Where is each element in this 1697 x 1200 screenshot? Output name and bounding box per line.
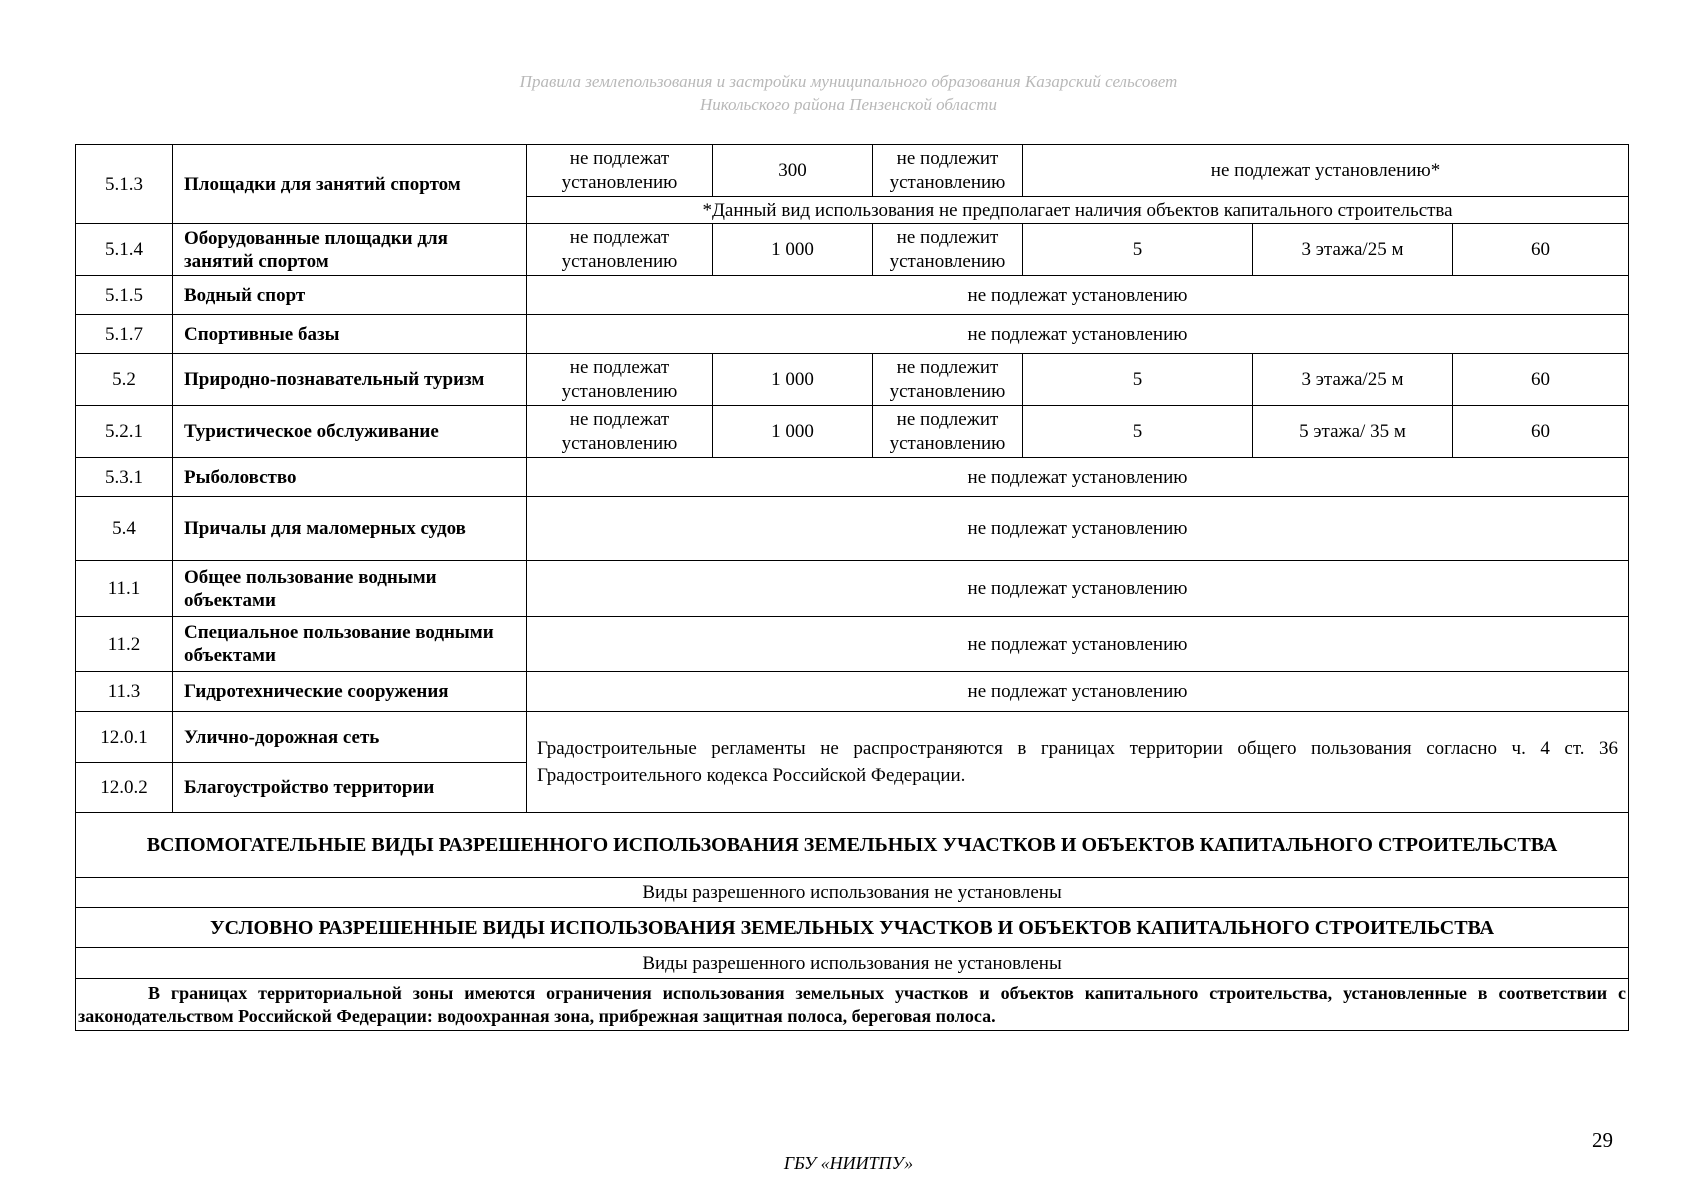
row-code: 5.1.3	[76, 145, 173, 224]
conditional-uses-text: Виды разрешенного использования не установлены	[76, 948, 1629, 979]
min-area-cell: не подлежат установлению	[527, 224, 713, 276]
row-code: 11.3	[76, 672, 173, 712]
section-text-row	[76, 948, 1629, 979]
land-use-regulations-table	[75, 144, 1629, 1031]
section-heading-row	[76, 908, 1629, 948]
row-name: Общее пользование водными объектами	[173, 561, 527, 617]
coverage-cell: 60	[1453, 224, 1629, 276]
table-row	[76, 406, 1629, 458]
table-row	[76, 354, 1629, 406]
row-name: Спортивные базы	[173, 315, 527, 354]
max-area-cell: 300	[713, 145, 873, 197]
row-name: Оборудованные площадки для занятий спортом	[173, 224, 527, 276]
row-name: Благоустройство территории	[173, 763, 527, 813]
section-text-row	[76, 878, 1629, 908]
min-area-cell: не подлежат установлению	[527, 406, 713, 458]
running-header	[0, 70, 1697, 116]
auxiliary-uses-heading: ВСПОМОГАТЕЛЬНЫЕ ВИДЫ РАЗРЕШЕННОГО ИСПОЛЬЗОВАНИЯ ЗЕМЕЛЬНЫХ УЧАСТКОВ И ОБЪЕКТОВ КАПИТАЛЬНОГО СТРОИТЕЛЬСТВА	[76, 813, 1629, 878]
height-cell: 3 этажа/25 м	[1253, 224, 1453, 276]
row-name: Гидротехнические сооружения	[173, 672, 527, 712]
section-heading-row	[76, 813, 1629, 878]
row-code: 5.3.1	[76, 458, 173, 497]
table-row	[76, 561, 1629, 617]
table-row	[76, 617, 1629, 672]
row-code: 5.2.1	[76, 406, 173, 458]
table-row	[76, 497, 1629, 561]
regulation-note-cell: Градостроительные регламенты не распространяются в границах территории общего пользования согласно ч. 4 ст. 36 Градостроительного кодекса Российской Федерации.	[527, 712, 1629, 813]
row-code: 11.2	[76, 617, 173, 672]
min-area-cell: не подлежат установлению	[527, 354, 713, 406]
row-code: 12.0.2	[76, 763, 173, 813]
setback-cell: не подлежит установлению	[873, 406, 1023, 458]
row-name: Природно-познавательный туризм	[173, 354, 527, 406]
table-row	[76, 712, 1629, 763]
merged-params-cell: не подлежат установлению*	[1023, 145, 1629, 197]
row-name: Площадки для занятий спортом	[173, 145, 527, 224]
max-area-cell: 1 000	[713, 224, 873, 276]
setback-cell: не подлежит установлению	[873, 354, 1023, 406]
max-area-cell: 1 000	[713, 406, 873, 458]
table-row	[76, 145, 1629, 197]
row-name: Специальное пользование водными объектами	[173, 617, 527, 672]
row-code: 11.1	[76, 561, 173, 617]
row-name: Водный спорт	[173, 276, 527, 315]
auxiliary-uses-text: Виды разрешенного использования не установлены	[76, 878, 1629, 908]
header-line-1: Правила землепользования и застройки муниципального образования Казарский сельсовет	[519, 72, 1178, 91]
setback-cell: не подлежит установлению	[873, 145, 1023, 197]
row-name: Улично-дорожная сеть	[173, 712, 527, 763]
table-row	[76, 672, 1629, 712]
restrictions-text: В границах территориальной зоны имеются ограничения использования земельных участков и объектов капитального строительства, установленные в соответствии с законодательством Российской Федерации: водоохранная зона, прибрежная защитная полоса, береговая полоса.	[76, 979, 1629, 1031]
row-name: Причалы для маломерных судов	[173, 497, 527, 561]
coverage-cell: 60	[1453, 406, 1629, 458]
restrictions-row	[76, 979, 1629, 1031]
min-area-cell: не подлежат установлению	[527, 145, 713, 197]
merged-params-cell: не подлежат установлению	[527, 561, 1629, 617]
note-cell: *Данный вид использования не предполагает наличия объектов капитального строительства	[527, 197, 1629, 224]
height-cell: 3 этажа/25 м	[1253, 354, 1453, 406]
merged-params-cell: не подлежат установлению	[527, 276, 1629, 315]
setback-value-cell: 5	[1023, 224, 1253, 276]
row-code: 5.1.4	[76, 224, 173, 276]
height-cell: 5 этажа/ 35 м	[1253, 406, 1453, 458]
row-name: Рыболовство	[173, 458, 527, 497]
row-code: 5.1.5	[76, 276, 173, 315]
conditional-uses-heading: УСЛОВНО РАЗРЕШЕННЫЕ ВИДЫ ИСПОЛЬЗОВАНИЯ ЗЕМЕЛЬНЫХ УЧАСТКОВ И ОБЪЕКТОВ КАПИТАЛЬНОГО СТРОИТЕЛЬСТВА	[76, 908, 1629, 948]
coverage-cell: 60	[1453, 354, 1629, 406]
footer-organization: ГБУ «НИИТПУ»	[783, 1153, 914, 1173]
setback-value-cell: 5	[1023, 354, 1253, 406]
row-name: Туристическое обслуживание	[173, 406, 527, 458]
setback-cell: не подлежит установлению	[873, 224, 1023, 276]
merged-params-cell: не подлежат установлению	[527, 617, 1629, 672]
setback-value-cell: 5	[1023, 406, 1253, 458]
merged-params-cell: не подлежат установлению	[527, 315, 1629, 354]
table-row	[76, 276, 1629, 315]
table-row	[76, 458, 1629, 497]
merged-params-cell: не подлежат установлению	[527, 497, 1629, 561]
page-number: 29	[1592, 1128, 1613, 1152]
row-code: 5.1.7	[76, 315, 173, 354]
merged-params-cell: не подлежат установлению	[527, 458, 1629, 497]
max-area-cell: 1 000	[713, 354, 873, 406]
header-line-2: Никольского района Пензенской области	[699, 95, 998, 114]
merged-params-cell: не подлежат установлению	[527, 672, 1629, 712]
table-row	[76, 315, 1629, 354]
row-code: 5.2	[76, 354, 173, 406]
row-code: 5.4	[76, 497, 173, 561]
row-code: 12.0.1	[76, 712, 173, 763]
table-row	[76, 224, 1629, 276]
